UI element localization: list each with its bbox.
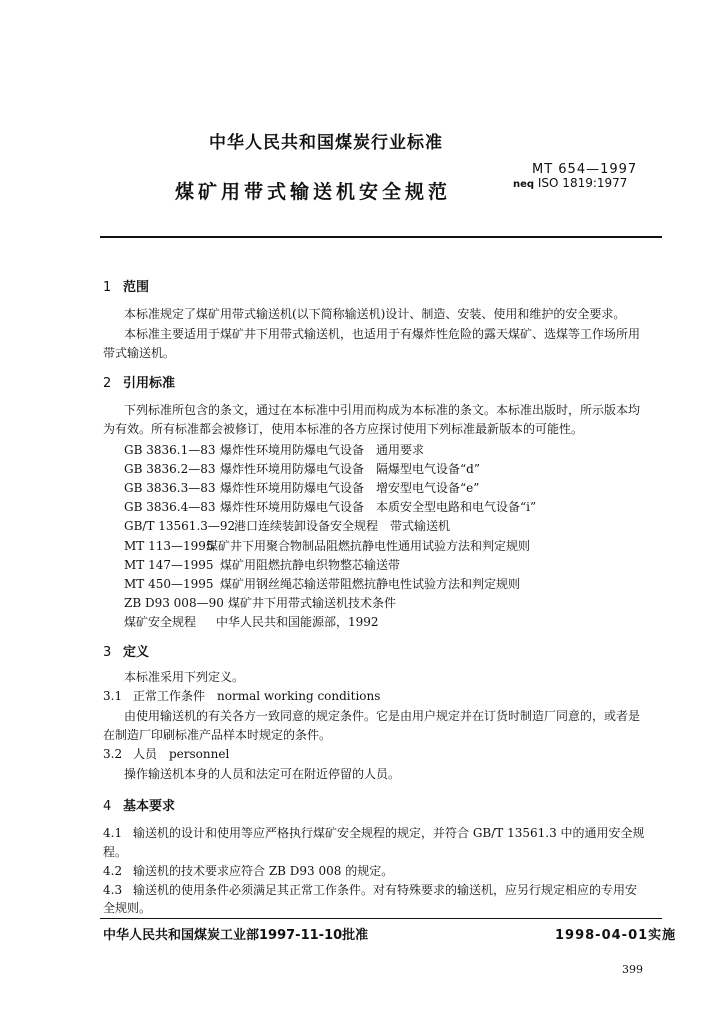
reference-code: MT 113—1995: [124, 539, 214, 553]
section-3-intro: 本标准采用下列定义。: [124, 670, 245, 684]
definition-3-1-label: 正常工作条件 normal working conditions: [133, 689, 381, 703]
section-1-para-1: 本标准规定了煤矿用带式输送机(以下简称输送机)设计、制造、安装、使用和维护的安全要求。: [124, 307, 626, 321]
reference-item: [124, 594, 396, 611]
equivalence-standard: ISO 1819:1977: [537, 176, 628, 190]
section-1-heading: [103, 276, 149, 295]
section-4-heading: [103, 795, 175, 814]
standard-equivalence: [513, 176, 627, 190]
clause-4-3-number: 4.3: [103, 883, 123, 897]
reference-title: 煤矿用钢丝绳芯输送带阻燃抗静电性试验方法和判定规则: [220, 577, 521, 591]
reference-title: 爆炸性环境用防爆电气设备 通用要求: [220, 443, 425, 457]
reference-item: [124, 479, 479, 496]
equivalence-prefix: neq: [513, 179, 535, 190]
clause-4-2: [103, 862, 393, 881]
definition-3-1-text-b: 在制造厂印刷标准产品样本时规定的条件。: [103, 728, 332, 742]
reference-item: [124, 575, 520, 592]
section-3-number: 3: [103, 645, 112, 660]
reference-code: GB 3836.4—83: [124, 500, 216, 514]
footer-divider: [100, 918, 662, 919]
clause-4-3-line-a: [103, 881, 637, 900]
clause-4-2-text: 输送机的技术要求应符合 ZB D93 008 的规定。: [133, 864, 394, 878]
section-2-number: 2: [103, 376, 112, 391]
definition-3-1-text-a: 由使用输送机的有关各方一致同意的规定条件。它是由用户规定并在订货时制造厂同意的，或者是: [124, 709, 641, 723]
section-4-title: 基本要求: [123, 799, 176, 814]
definition-3-1-term: [103, 687, 380, 706]
section-1-title: 范围: [123, 280, 150, 295]
reference-item: [124, 517, 450, 534]
clause-4-1-text: 输送机的设计和使用等应严格执行煤矿安全规程的规定，并符合 GB/T 13561.3 中的通用安全规: [133, 826, 645, 840]
section-3-heading: [103, 641, 149, 660]
reference-code: 煤矿安全规程: [124, 615, 197, 629]
section-1-para-2b: 带式输送机。: [103, 346, 176, 360]
reference-title: 中华人民共和国能源部，1992: [216, 615, 379, 629]
section-2-title: 引用标准: [123, 376, 176, 391]
section-2-heading: [103, 372, 175, 391]
definition-3-2-text: 操作输送机本身的人员和法定可在附近停留的人员。: [124, 767, 401, 781]
section-3-title: 定义: [123, 645, 150, 660]
reference-code: MT 147—1995: [124, 558, 214, 572]
reference-item: [124, 556, 400, 573]
section-4-number: 4: [103, 799, 112, 814]
clause-4-1-line-b: 程。: [103, 845, 128, 859]
definition-3-1-number: 3.1: [103, 689, 123, 703]
header-divider: [100, 236, 662, 238]
approval-line: 中华人民共和国煤炭工业部1997-11-10批准: [103, 928, 369, 943]
reference-title: 港口连续装卸设备安全规程 带式输送机: [234, 519, 451, 533]
clause-4-3-line-b: 全规则。: [103, 901, 152, 915]
reference-item: [124, 460, 480, 477]
reference-title: 煤矿井下用聚合物制品阻燃抗静电性通用试验方法和判定规则: [206, 539, 531, 553]
reference-code: MT 450—1995: [124, 577, 214, 591]
reference-title: 煤矿井下用带式输送机技术条件: [228, 596, 397, 610]
reference-item: [124, 537, 530, 554]
reference-title: 爆炸性环境用防爆电气设备 隔爆型电气设备“d”: [220, 462, 480, 476]
reference-item: [124, 498, 536, 515]
clause-4-2-number: 4.2: [103, 864, 123, 878]
definition-3-2-term: [103, 745, 229, 764]
effective-date: 1998-04-01实施: [555, 928, 677, 943]
org-title: 中华人民共和国煤炭行业标准: [209, 133, 443, 153]
section-1-number: 1: [103, 280, 112, 295]
reference-code: GB 3836.1—83: [124, 443, 216, 457]
page-number: 399: [622, 963, 643, 976]
section-2-para-1b: 为有效。所有标准都会被修订，使用本标准的各方应探讨使用下列标准最新版本的可能性。: [103, 422, 584, 436]
reference-code: GB 3836.2—83: [124, 462, 216, 476]
section-2-para-1a: 下列标准所包含的条文，通过在本标准中引用而构成为本标准的条文。本标准出版时，所示版本均: [124, 403, 641, 417]
reference-item: [124, 441, 424, 458]
reference-title: 爆炸性环境用防爆电气设备 本质安全型电路和电气设备“i”: [220, 500, 537, 514]
clause-4-1-line-a: [103, 824, 645, 843]
clause-4-3-text: 输送机的使用条件必须满足其正常工作条件。对有特殊要求的输送机，应另行规定相应的专用安: [133, 883, 638, 897]
reference-item: [124, 613, 379, 630]
definition-3-2-label: 人员 personnel: [133, 747, 230, 761]
reference-title: 爆炸性环境用防爆电气设备 增安型电气设备“e”: [220, 481, 480, 495]
definition-3-2-number: 3.2: [103, 747, 123, 761]
standard-number: MT 654—1997: [532, 162, 638, 177]
reference-title: 煤矿用阻燃抗静电织物整芯输送带: [220, 558, 401, 572]
reference-code: ZB D93 008—90: [124, 596, 224, 610]
document-title: 煤矿用带式输送机安全规范: [175, 181, 452, 203]
clause-4-1-number: 4.1: [103, 826, 123, 840]
reference-code: GB/T 13561.3—92: [124, 519, 236, 533]
section-1-para-2a: 本标准主要适用于煤矿井下用带式输送机，也适用于有爆炸性危险的露天煤矿、选煤等工作场所用: [124, 327, 641, 341]
reference-code: GB 3836.3—83: [124, 481, 216, 495]
